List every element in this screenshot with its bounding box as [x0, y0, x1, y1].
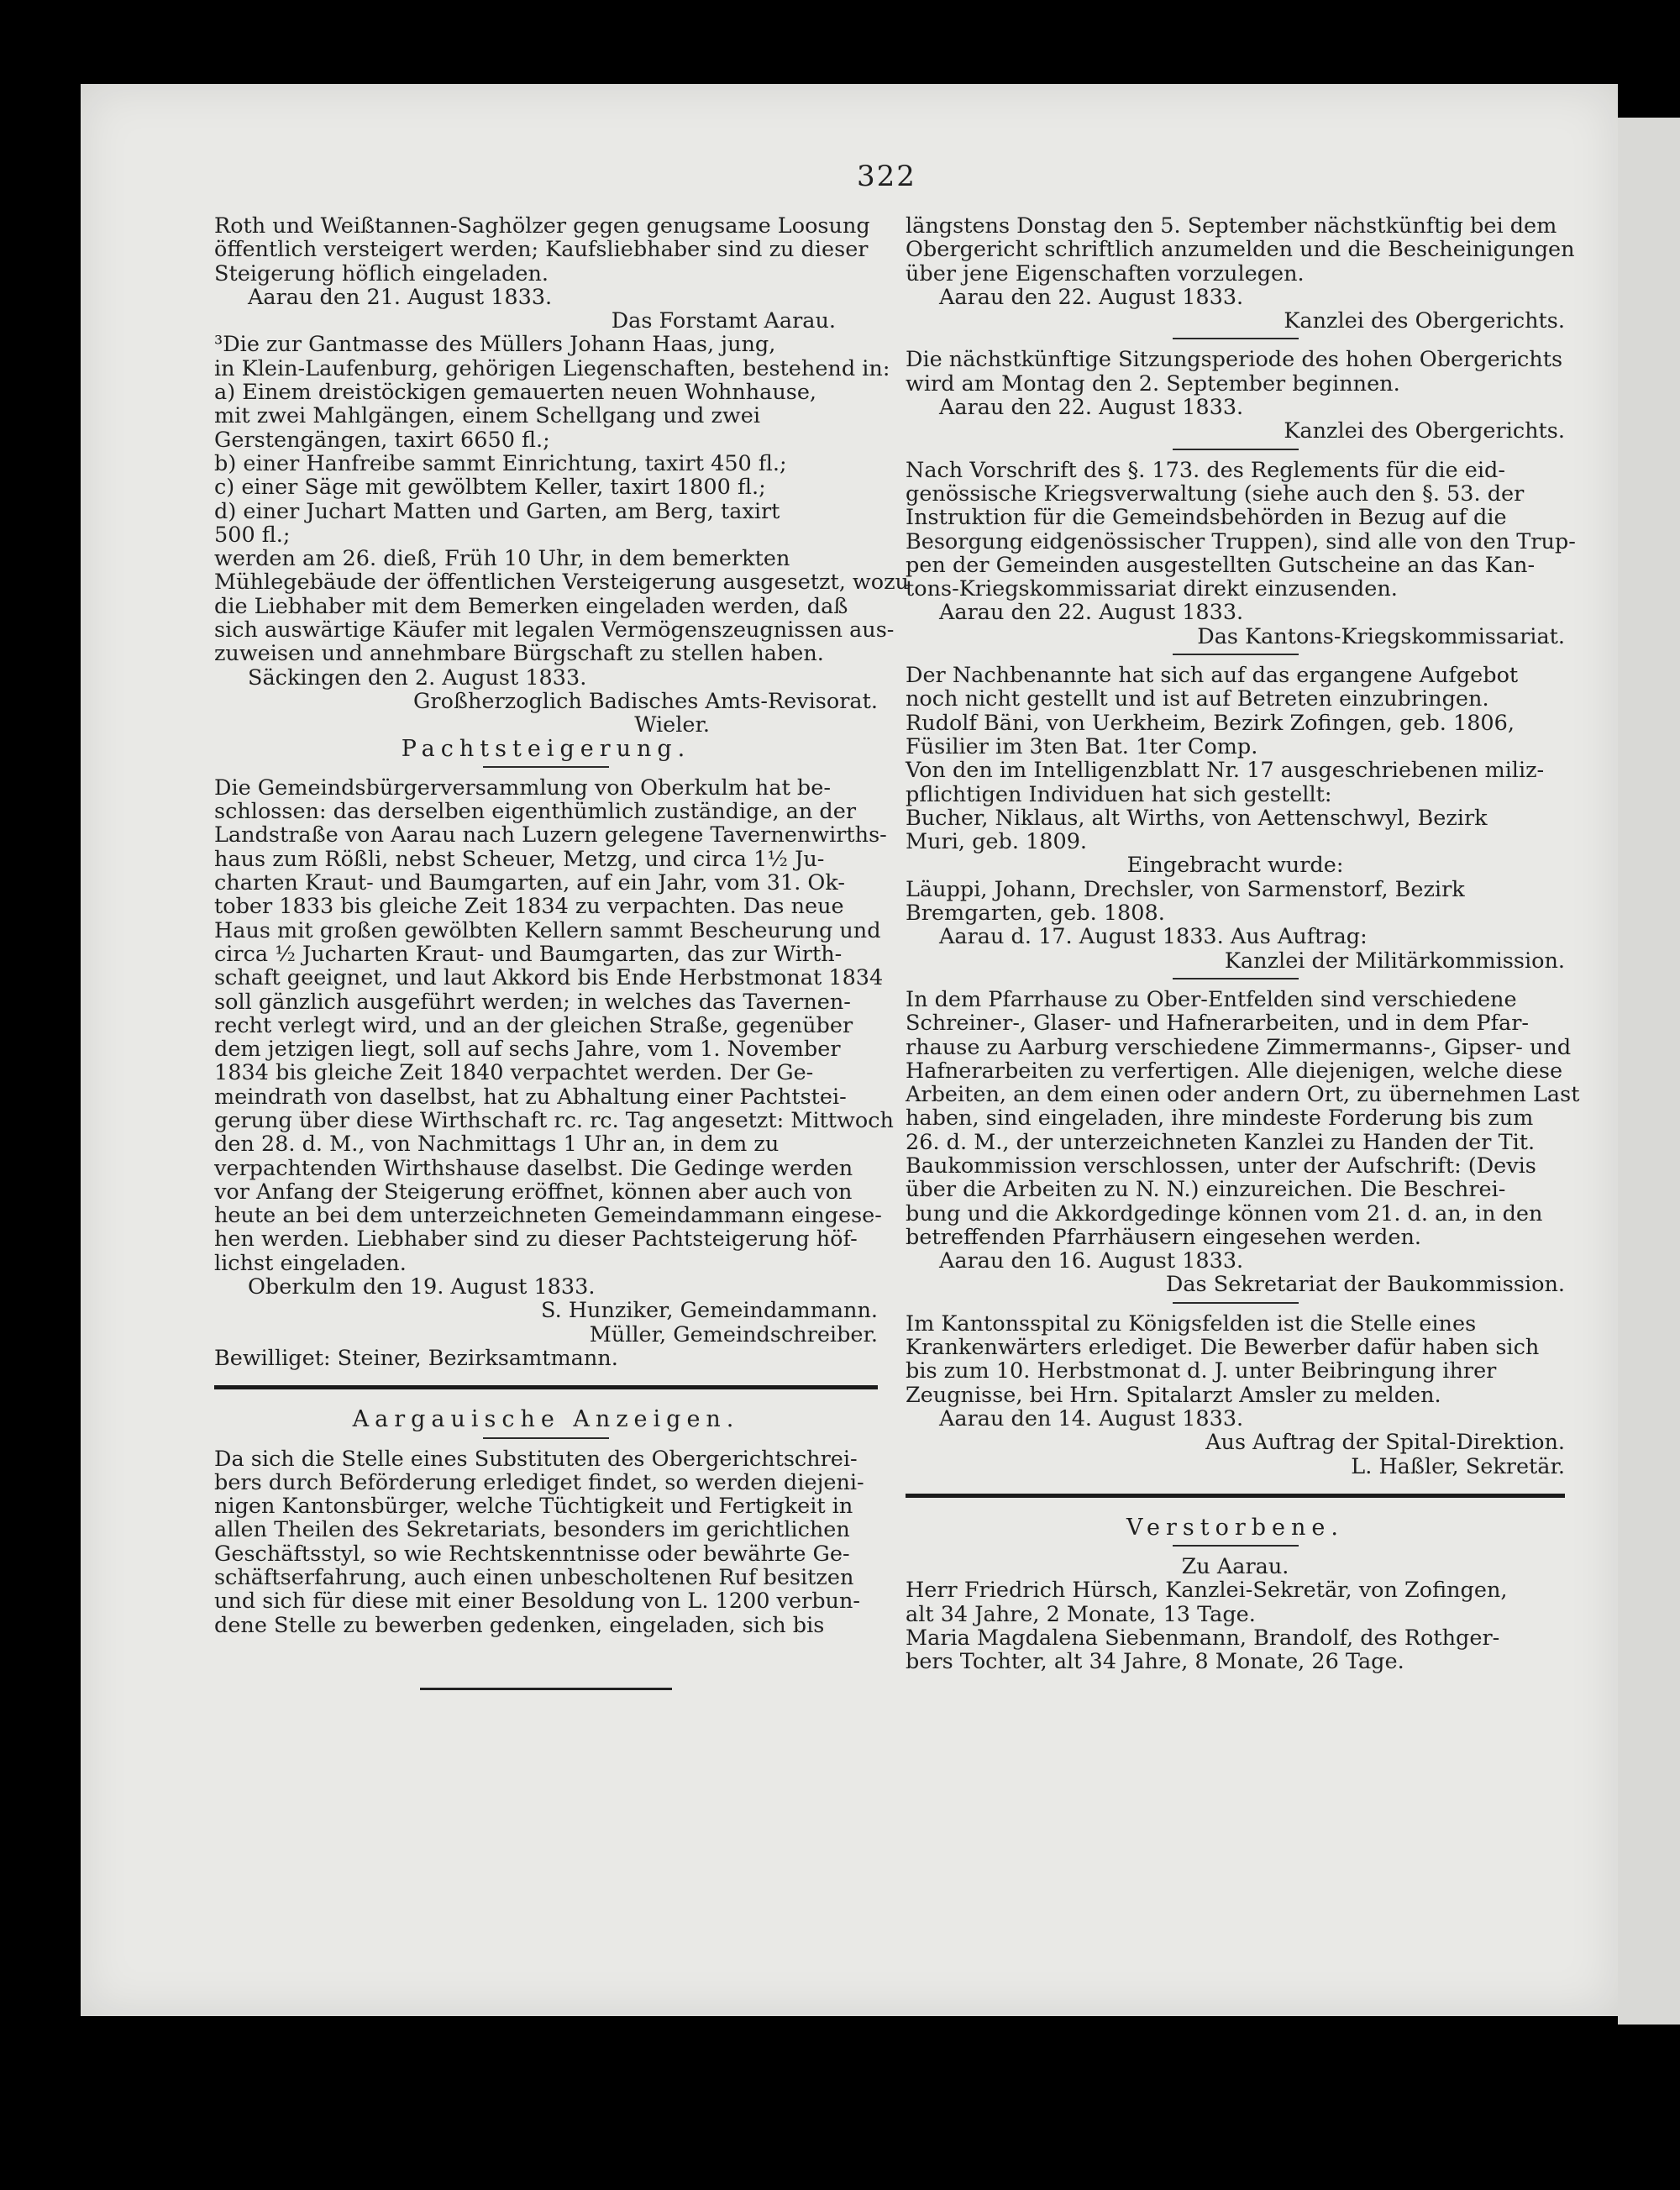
- text-line: 26. d. M., der unterzeichneten Kanzlei zu Handen der Tit.: [906, 1129, 1536, 1155]
- notice-separator: [1173, 449, 1299, 450]
- text-line: Haus mit großen gewölbten Kellern sammt Bescheurung und: [214, 917, 881, 943]
- text-block: [214, 286, 878, 309]
- text-line: Zu Aarau.: [1181, 1554, 1289, 1580]
- text-line: haus zum Rößli, nebst Scheuer, Metzg, und circa 1½ Ju-: [214, 846, 825, 872]
- text-line: Zeugnisse, bei Hrn. Spitalarzt Amsler zu melden.: [906, 1382, 1441, 1408]
- text-line: alt 34 Jahre, 2 Monate, 13 Tage.: [906, 1601, 1256, 1627]
- text-line: Läuppi, Johann, Drechsler, von Sarmenstorf, Bezirk: [906, 876, 1465, 902]
- text-line: Muri, geb. 1809.: [906, 829, 1088, 855]
- section-heading: Pachtsteigerung.: [401, 735, 691, 762]
- text-line: Herr Friedrich Hürsch, Kanzlei-Sekretär, von Zofingen,: [906, 1578, 1508, 1604]
- text-block: [906, 601, 1565, 624]
- text-line: Bucher, Niklaus, alt Wirths, von Aettenschwyl, Bezirk: [906, 805, 1488, 831]
- text-line: die Liebhaber mit dem Bemerken eingeladen werden, daß: [214, 593, 848, 619]
- text-line: wird am Montag den 2. September beginnen.: [906, 370, 1400, 397]
- text-line: Krankenwärters erlediget. Die Bewerber dafür haben sich: [906, 1335, 1540, 1361]
- text-line: Maria Magdalena Siebenmann, Brandolf, des Rothger-: [906, 1625, 1500, 1652]
- text-line: 500 fl.;: [214, 522, 291, 548]
- text-block: [214, 666, 878, 690]
- text-block: [906, 1555, 1565, 1578]
- text-line: Rudolf Bäni, von Uerkheim, Bezirk Zofingen, geb. 1806,: [906, 710, 1515, 736]
- text-block: [906, 1407, 1565, 1431]
- text-line: bers Tochter, alt 34 Jahre, 8 Monate, 26 Tage.: [906, 1649, 1404, 1675]
- section-rule: [906, 1494, 1565, 1498]
- text-block: [214, 309, 878, 333]
- adjacent-page-edge: [1618, 118, 1680, 2025]
- text-line: Arbeiten, an dem einen oder andern Ort, zu übernehmen Last: [906, 1082, 1580, 1108]
- text-line: c) einer Säge mit gewölbtem Keller, taxirt 1800 fl.;: [214, 475, 766, 501]
- text-line: pflichtigen Individuen hat sich gestellt:: [906, 781, 1332, 807]
- text-line: Aus Auftrag der Spital-Direktion.: [1205, 1430, 1565, 1456]
- text-line: gerung über diese Wirthschaft rc. rc. Tag angesetzt: Mittwoch: [214, 1107, 894, 1133]
- text-line: Von den im Intelligenzblatt Nr. 17 ausgeschriebenen miliz-: [906, 758, 1545, 784]
- text-line: recht verlegt wird, und an der gleichen Straße, gegenüber: [214, 1012, 853, 1038]
- text-block: [906, 457, 1576, 602]
- text-block: [214, 332, 909, 667]
- text-line: Da sich die Stelle eines Substituten des Obergerichtschrei-: [214, 1446, 858, 1472]
- text-block: [906, 986, 1580, 1250]
- text-line: betreffenden Pfarrhäusern eingesehen werden.: [906, 1224, 1421, 1250]
- text-line: ³Die zur Gantmasse des Müllers Johann Haas, jung,: [214, 332, 776, 358]
- text-block: [906, 853, 1565, 877]
- text-line: Der Nachbenannte hat sich auf das ergangene Aufgebot: [906, 663, 1519, 689]
- text-line: bung und die Akkordgedinge können vom 21. d. an, in den: [906, 1200, 1543, 1226]
- text-line: Das Kantons-Kriegskommissariat.: [1197, 623, 1565, 649]
- text-line: werden am 26. dieß, Früh 10 Uhr, in dem bemerkten: [214, 546, 790, 572]
- text-line: Schreiner-, Glaser- und Hafnerarbeiten, und in dem Pfar-: [906, 1011, 1530, 1037]
- text-line: Bremgarten, geb. 1808.: [906, 901, 1165, 927]
- text-line: charten Kraut- und Baumgarten, auf ein Jahr, vom 31. Ok-: [214, 870, 845, 896]
- text-line: Kanzlei des Obergerichts.: [1284, 308, 1565, 334]
- text-line: Besorgung eidgenössischer Truppen), sind alle von den Trup-: [906, 528, 1576, 554]
- text-line: Geschäftsstyl, so wie Rechtskenntnisse oder bewährte Ge-: [214, 1541, 850, 1567]
- text-line: Obergericht schriftlich anzumelden und die Bescheinigungen: [906, 237, 1575, 263]
- text-line: Säckingen den 2. August 1833.: [248, 664, 587, 691]
- text-line: noch nicht gestellt und ist auf Betreten einzubringen.: [906, 686, 1489, 712]
- text-block: [906, 1431, 1565, 1478]
- text-line: circa ½ Jucharten Kraut- und Baumgarten, das zur Wirth-: [214, 941, 843, 967]
- text-line: sich auswärtige Käufer mit legalen Vermögenszeugnissen aus-: [214, 617, 895, 643]
- text-line: verpachtenden Wirthshause daselbst. Die Gedinge werden: [214, 1155, 853, 1181]
- right-column: [906, 213, 1580, 1675]
- text-line: heute an bei dem unterzeichneten Gemeindammann eingese-: [214, 1203, 882, 1229]
- text-block: [906, 1578, 1565, 1673]
- text-line: Landstraße von Aarau nach Luzern gelegene Tavernenwirths-: [214, 822, 887, 848]
- text-line: hen werden. Liebhaber sind zu dieser Pachtsteigerung höf-: [214, 1226, 858, 1253]
- text-line: bers durch Beförderung erlediget findet, so werden diejeni-: [214, 1469, 864, 1495]
- text-block: [906, 625, 1565, 649]
- text-block: [214, 713, 878, 737]
- text-line: Aarau den 22. August 1833.: [939, 395, 1244, 421]
- text-line: zuweisen und annehmbare Bürgschaft zu stellen haben.: [214, 641, 824, 667]
- text-line: Steigerung höflich eingeladen.: [214, 260, 549, 286]
- text-line: Müller, Gemeindschreiber.: [589, 1321, 878, 1347]
- text-line: Füsilier im 3ten Bat. 1ter Comp.: [906, 733, 1258, 759]
- text-line: soll gänzlich ausgeführt werden; in welches das Tavernen-: [214, 989, 851, 1015]
- text-line: haben, sind eingeladen, ihre mindeste Forderung bis zum: [906, 1106, 1534, 1132]
- text-block: [214, 1447, 878, 1637]
- text-line: öffentlich versteigert werden; Kaufsliebhaber sind zu dieser: [214, 237, 869, 263]
- text-line: tober 1833 bis gleiche Zeit 1834 zu verpachten. Das neue: [214, 894, 844, 920]
- text-line: Gerstengängen, taxirt 6650 fl.;: [214, 427, 550, 453]
- text-line: schäftserfahrung, auch einen unbescholtenen Ruf besitzen: [214, 1565, 854, 1591]
- text-line: bis zum 10. Herbstmonat d. J. unter Beibringung ihrer: [906, 1358, 1497, 1384]
- text-line: und sich für diese mit einer Besoldung von L. 1200 verbun-: [214, 1589, 861, 1615]
- text-line: mit zwei Mahlgängen, einem Schellgang und zwei: [214, 403, 760, 429]
- left-column: [214, 213, 909, 1690]
- text-line: Aarau den 21. August 1833.: [248, 284, 553, 310]
- text-block: [906, 419, 1565, 443]
- text-block: [214, 1275, 878, 1299]
- section-heading: Aargauische Anzeigen.: [352, 1406, 740, 1433]
- text-line: Roth und Weißtannen-Saghölzer gegen genugsame Loosung: [214, 213, 870, 239]
- text-block: [214, 214, 878, 286]
- text-line: Aarau den 16. August 1833.: [939, 1248, 1244, 1274]
- text-block: [906, 949, 1565, 973]
- text-line: Aarau den 14. August 1833.: [939, 1405, 1244, 1431]
- page-number: 322: [857, 160, 916, 193]
- column-end-rule: [420, 1688, 672, 1690]
- text-line: 1834 bis gleiche Zeit 1840 verpachtet werden. Der Ge-: [214, 1060, 814, 1086]
- text-line: schaft geeignet, und laut Akkord bis Ende Herbstmonat 1834: [214, 965, 884, 991]
- text-block: [906, 664, 1565, 853]
- text-line: vor Anfang der Steigerung eröffnet, können aber auch von: [214, 1179, 853, 1205]
- text-line: Eingebracht wurde:: [1126, 853, 1344, 879]
- text-block: [906, 1249, 1565, 1273]
- text-line: allen Theilen des Sekretariats, besonders im gerichtlichen: [214, 1517, 850, 1543]
- section-rule: [214, 1385, 878, 1389]
- text-line: nigen Kantonsbürger, welche Tüchtigkeit und Fertigkeit in: [214, 1494, 853, 1520]
- text-line: Kanzlei des Obergerichts.: [1284, 418, 1565, 444]
- text-line: Das Forstamt Aarau.: [611, 308, 836, 334]
- text-block: [214, 690, 878, 713]
- text-line: meindrath von daselbst, hat zu Abhaltung einer Pachtstei-: [214, 1084, 847, 1110]
- text-block: [906, 1273, 1565, 1296]
- text-block: [906, 213, 1575, 286]
- text-block: [906, 286, 1565, 309]
- text-line: lichst eingeladen.: [214, 1250, 407, 1276]
- text-line: Aarau den 22. August 1833.: [939, 600, 1244, 626]
- text-line: den 28. d. M., von Nachmittags 1 Uhr an, in dem zu: [214, 1132, 780, 1158]
- text-line: Instruktion für die Gemeindsbehörden in Bezug auf die: [906, 505, 1507, 531]
- text-line: rhause zu Aarburg verschiedene Zimmermanns-, Gipser- und: [906, 1034, 1572, 1060]
- notice-separator: [1173, 978, 1299, 979]
- text-block: [906, 925, 1565, 948]
- text-line: Aarau den 22. August 1833.: [939, 284, 1244, 310]
- text-line: Das Sekretariat der Baukommission.: [1165, 1272, 1565, 1298]
- text-line: a) Einem dreistöckigen gemauerten neuen Wohnhause,: [214, 380, 817, 406]
- text-line: L. Haßler, Sekretär.: [1351, 1453, 1565, 1479]
- text-block: [906, 348, 1565, 396]
- text-block: [906, 878, 1565, 926]
- text-line: pen der Gemeinden ausgestellten Gutscheine an das Kan-: [906, 552, 1536, 578]
- text-line: b) einer Hanfreibe sammt Einrichtung, taxirt 450 fl.;: [214, 450, 787, 476]
- heading-underline: [483, 1437, 609, 1439]
- section-heading: Verstorbene.: [1126, 1514, 1344, 1541]
- text-line: Mühlegebäude der öffentlichen Versteigerung ausgesetzt, wozu: [214, 570, 909, 596]
- text-line: genössische Kriegsverwaltung (siehe auch den §. 53. der: [906, 481, 1525, 507]
- text-line: Die Gemeindsbürgerversammlung von Oberkulm hat be-: [214, 775, 831, 801]
- text-line: dene Stelle zu bewerben gedenken, eingeladen, sich bis: [214, 1612, 825, 1638]
- text-block: [906, 1312, 1565, 1407]
- text-line: Bewilliget: Steiner, Bezirksamtmann.: [214, 1345, 618, 1371]
- text-line: Aarau d. 17. August 1833. Aus Auftrag:: [939, 924, 1368, 950]
- text-line: d) einer Juchart Matten und Garten, am Berg, taxirt: [214, 498, 780, 524]
- text-line: schlossen: das derselben eigenthümlich zuständige, an der: [214, 799, 857, 825]
- heading-underline: [483, 766, 609, 768]
- text-line: Baukommission verschlossen, unter der Aufschrift: (Devis: [906, 1153, 1536, 1179]
- text-block: [906, 396, 1565, 419]
- text-line: über jene Eigenschaften vorzulegen.: [906, 260, 1305, 286]
- text-line: S. Hunziker, Gemeindammann.: [541, 1298, 878, 1324]
- text-line: Großherzoglich Badisches Amts-Revisorat.: [413, 688, 878, 714]
- text-block: [214, 1299, 878, 1347]
- text-line: Hafnerarbeiten zu verfertigen. Alle diejenigen, welche diese: [906, 1058, 1563, 1084]
- text-line: über die Arbeiten zu N. N.) einzureichen. Die Beschrei-: [906, 1177, 1506, 1203]
- text-line: längstens Donstag den 5. September nächstkünftig bei dem: [906, 213, 1557, 239]
- text-block: [214, 1347, 878, 1370]
- text-line: Oberkulm den 19. August 1833.: [248, 1274, 596, 1300]
- text-line: Kanzlei der Militärkommission.: [1224, 948, 1565, 974]
- text-line: Im Kantonsspital zu Königsfelden ist die Stelle eines: [906, 1310, 1477, 1337]
- text-line: In dem Pfarrhause zu Ober-Entfelden sind verschiedene: [906, 986, 1517, 1012]
- text-line: Nach Vorschrift des §. 173. des Reglements für die eid-: [906, 457, 1505, 483]
- notice-separator: [1173, 338, 1299, 339]
- notice-separator: [1173, 654, 1299, 655]
- text-line: Wieler.: [634, 712, 710, 738]
- text-block: [214, 775, 894, 1276]
- text-line: tons-Kriegskommissariat direkt einzusenden.: [906, 576, 1398, 602]
- text-line: dem jetzigen liegt, soll auf sechs Jahre, vom 1. November: [214, 1037, 841, 1063]
- text-line: Die nächstkünftige Sitzungsperiode des hohen Obergerichts: [906, 347, 1563, 373]
- text-line: in Klein-Laufenburg, gehörigen Liegenschaften, bestehend in:: [214, 355, 890, 381]
- heading-underline: [1173, 1545, 1299, 1547]
- notice-separator: [1173, 1302, 1299, 1304]
- text-block: [906, 309, 1565, 333]
